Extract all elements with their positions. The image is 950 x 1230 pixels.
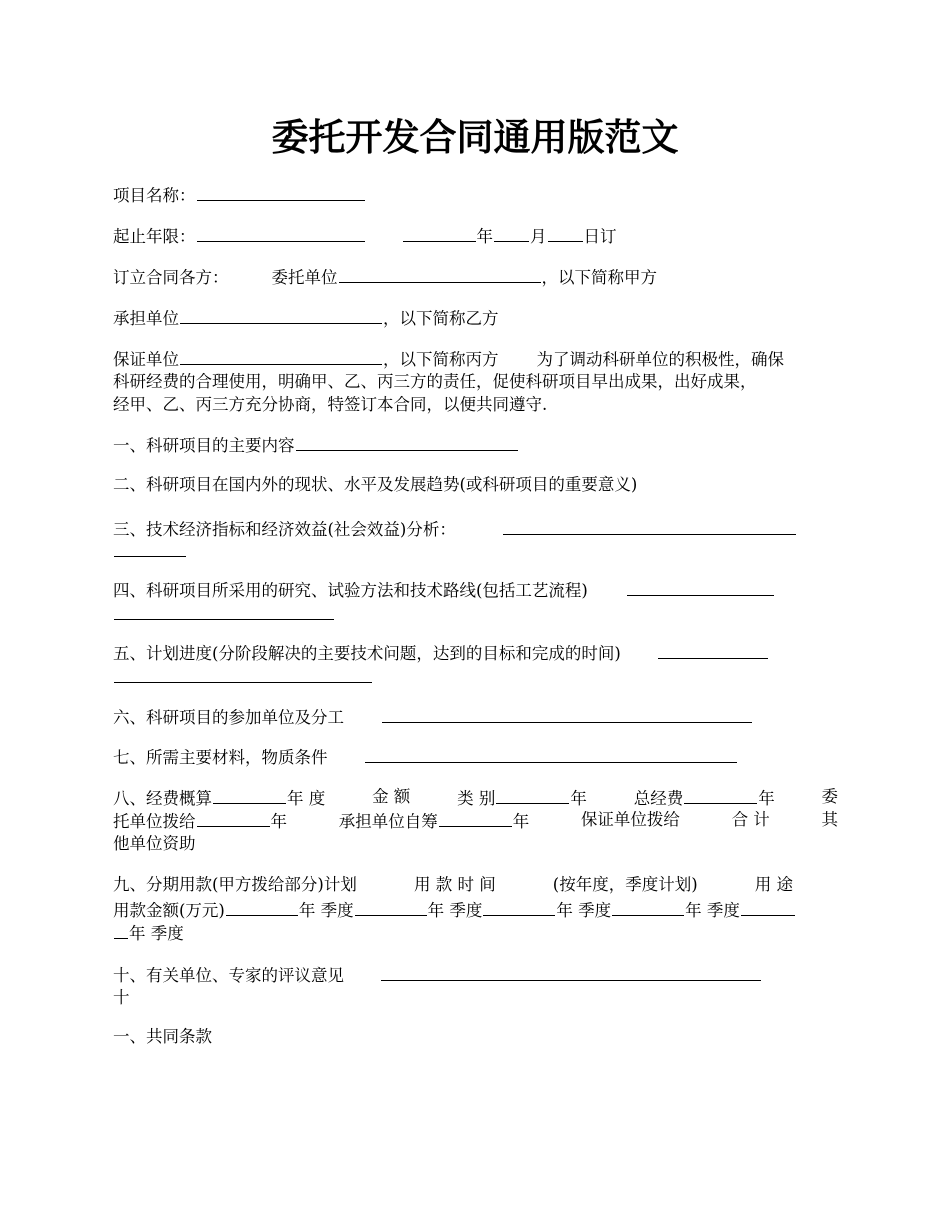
item-4-blank-2 <box>114 601 334 620</box>
contractor-unit-label: 承担单位 <box>113 309 179 328</box>
item-6-blank <box>382 704 752 723</box>
project-name-line <box>113 182 366 208</box>
item-3-blank-2 <box>114 538 186 557</box>
item-1-blank <box>296 432 518 451</box>
project-name-blank <box>197 182 365 201</box>
parties-line <box>113 264 657 290</box>
item-2: 二、科研项目在国内外的现状、水平及发展趋势(或科研项目的重要意义) <box>113 475 638 494</box>
item-8-line-3: 他单位资助 <box>113 834 196 853</box>
item-9-by: (按年度，季度计划) <box>552 875 698 894</box>
guarantor-unit-label: 保证单位 <box>113 350 179 369</box>
item-8-line-2 <box>113 808 838 834</box>
item-8-l2c: 保证单位拨给 <box>580 810 680 829</box>
month-label: 月 <box>530 227 547 246</box>
item-10 <box>113 962 762 988</box>
contractor-unit-blank <box>180 305 382 324</box>
item-3-text: 三、技术经济指标和经济效益(社会效益)分析： <box>113 520 456 539</box>
item-8-wei: 委 <box>821 787 838 806</box>
item-5-blank-2 <box>114 664 372 683</box>
item-9-use: 用 途 <box>754 875 793 894</box>
period-line <box>113 223 617 249</box>
item-8-total: 总经费 年 <box>634 785 775 811</box>
item-4 <box>113 577 775 603</box>
party-c-suffix: ，以下简称丙方 <box>383 350 499 369</box>
project-name-label: 项目名称： <box>113 186 196 205</box>
parties-label: 订立合同各方： <box>113 268 229 287</box>
item-6-text: 六、科研项目的参加单位及分工 <box>113 708 344 727</box>
item-11: 一、共同条款 <box>113 1027 212 1046</box>
item-8-l2b: 承担单位自筹 年 <box>339 808 530 834</box>
item-4-cont <box>113 601 335 627</box>
item-10-text: 十、有关单位、专家的评议意见 <box>113 966 344 985</box>
item-9-lead: 九、分期用款(甲方拨给部分)计划 <box>113 875 357 894</box>
item-8-lead: 八、经费概算 年 度 <box>113 785 325 811</box>
contractor-line <box>113 305 499 331</box>
item-7-text: 七、所需主要材料，物质条件 <box>113 748 328 767</box>
item-9-time: 用 款 时 间 <box>413 875 496 894</box>
item-8-amount: 金 额 <box>372 787 411 806</box>
client-unit-label: 委托单位 <box>271 268 338 287</box>
period-label: 起止年限： <box>113 227 196 246</box>
item-9-line-2: 用款金额(万元) 年 季度 年 季度 年 季度 年 季度 <box>113 897 796 923</box>
item-8-l2d: 合 计 <box>731 810 770 829</box>
item-10-ten: 十 <box>113 988 130 1007</box>
item-10-blank <box>381 962 761 981</box>
item-7-blank <box>365 744 737 763</box>
item-9-line-1 <box>113 873 793 897</box>
item-7 <box>113 744 738 770</box>
guarantor-line <box>113 346 784 372</box>
item-5-cont <box>113 664 373 690</box>
document-title: 委托开发合同通用版范文 <box>271 115 679 159</box>
item-5-text: 五、计划进度(分阶段解决的主要技术问题，达到的目标和完成的时间) <box>113 644 621 663</box>
item-9-l2-lead: 用款金额(万元) <box>113 901 225 920</box>
preamble-1: 为了调动科研单位的积极性，确保 <box>536 350 784 369</box>
item-3-blank <box>503 516 796 535</box>
item-3 <box>113 516 797 542</box>
item-8-l2e: 其 <box>821 810 838 829</box>
party-a-suffix: ，以下简称甲方 <box>541 268 657 287</box>
client-unit-blank <box>339 264 541 283</box>
year-blank <box>403 223 476 242</box>
day-blank <box>548 223 583 242</box>
guarantor-unit-blank <box>180 346 382 365</box>
item-5-blank <box>658 640 768 659</box>
preamble-2: 科研经费的合理使用，明确甲、乙、丙三方的责任，促使科研项目早出成果，出好成果， <box>113 372 757 391</box>
item-4-text: 四、科研项目所采用的研究、试验方法和技术路线(包括工艺流程) <box>113 581 588 600</box>
preamble-3: 经甲、乙、丙三方充分协商，特签订本合同，以便共同遵守. <box>113 395 548 414</box>
party-b-suffix: ，以下简称乙方 <box>383 309 499 328</box>
item-9-line-3: 年 季度 <box>113 920 184 946</box>
item-4-blank <box>627 577 774 596</box>
item-6 <box>113 704 753 730</box>
item-3-cont <box>113 538 187 564</box>
item-8-l2a: 托单位拨给 年 <box>113 808 287 834</box>
period-blank <box>197 223 365 242</box>
day-signed-label: 日订 <box>583 227 617 246</box>
item-1-text: 一、科研项目的主要内容 <box>113 436 295 455</box>
year-label: 年 <box>476 227 493 246</box>
item-1 <box>113 432 519 458</box>
month-blank <box>494 223 529 242</box>
item-5 <box>113 640 769 666</box>
item-8-category: 类 别 年 <box>457 785 587 811</box>
